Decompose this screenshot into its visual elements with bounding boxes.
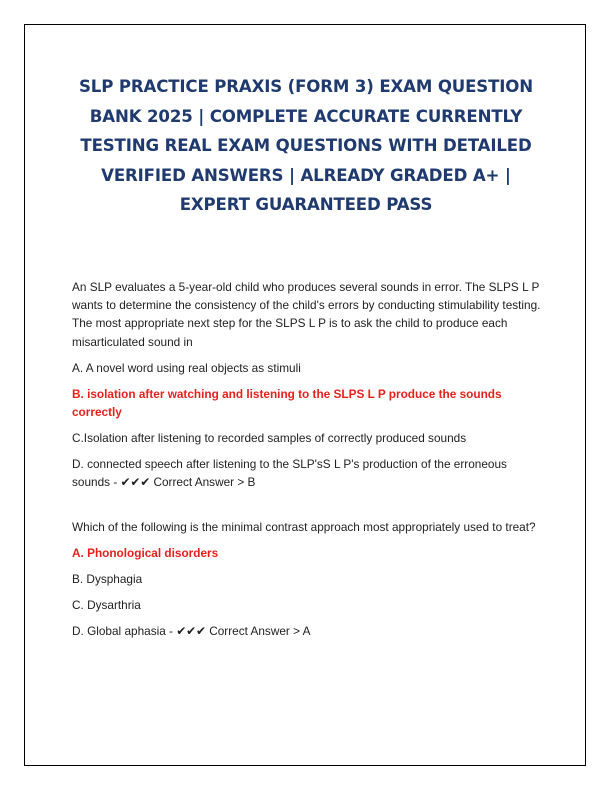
question-1-option-b-correct: B. isolation after watching and listening to the SLPS L P produce the sounds correctly	[72, 386, 502, 419]
question-2-option-a-correct: A. Phonological disorders	[72, 546, 219, 561]
question-1-text: An SLP evaluates a 5-year-old child who produces several sounds in error. The SLPS L P wants to determine the consistency of the child's errors by conducting stimulability testing. The most appropriate next step for the SLPS L P is to ask the child to produce each misarticulated sound in	[72, 280, 541, 349]
question-list	[72, 278, 548, 640]
question-2-option-d-answer: D. Global aphasia - ✔✔✔ Correct Answer > A	[72, 624, 311, 639]
question-1-option-c: C.Isolation after listening to recorded samples of correctly produced sounds	[72, 430, 467, 445]
question-2-option-b: B. Dysphagia	[72, 572, 143, 587]
question-block-1	[72, 278, 548, 491]
question-2-option-c: C. Dysarthria	[72, 598, 141, 613]
question-1-option-d-answer: D. connected speech after listening to the SLP'sS L P's production of the erroneous sounds - ✔✔✔ Correct Answer > B	[72, 456, 507, 489]
document-title: SLP PRACTICE PRAXIS (FORM 3) EXAM QUESTION BANK 2025 | COMPLETE ACCURATE CURRENTLY TESTING REAL EXAM QUESTIONS WITH DETAILED VERIFIED ANSWERS | ALREADY GRADED A+ | EXPERT GUARANTEED PASS	[79, 77, 533, 214]
question-1-option-a: A. A novel word using real objects as stimuli	[72, 360, 301, 375]
question-block-2	[72, 518, 548, 640]
question-2-text: Which of the following is the minimal contrast approach most appropriately used to treat?	[72, 519, 536, 534]
